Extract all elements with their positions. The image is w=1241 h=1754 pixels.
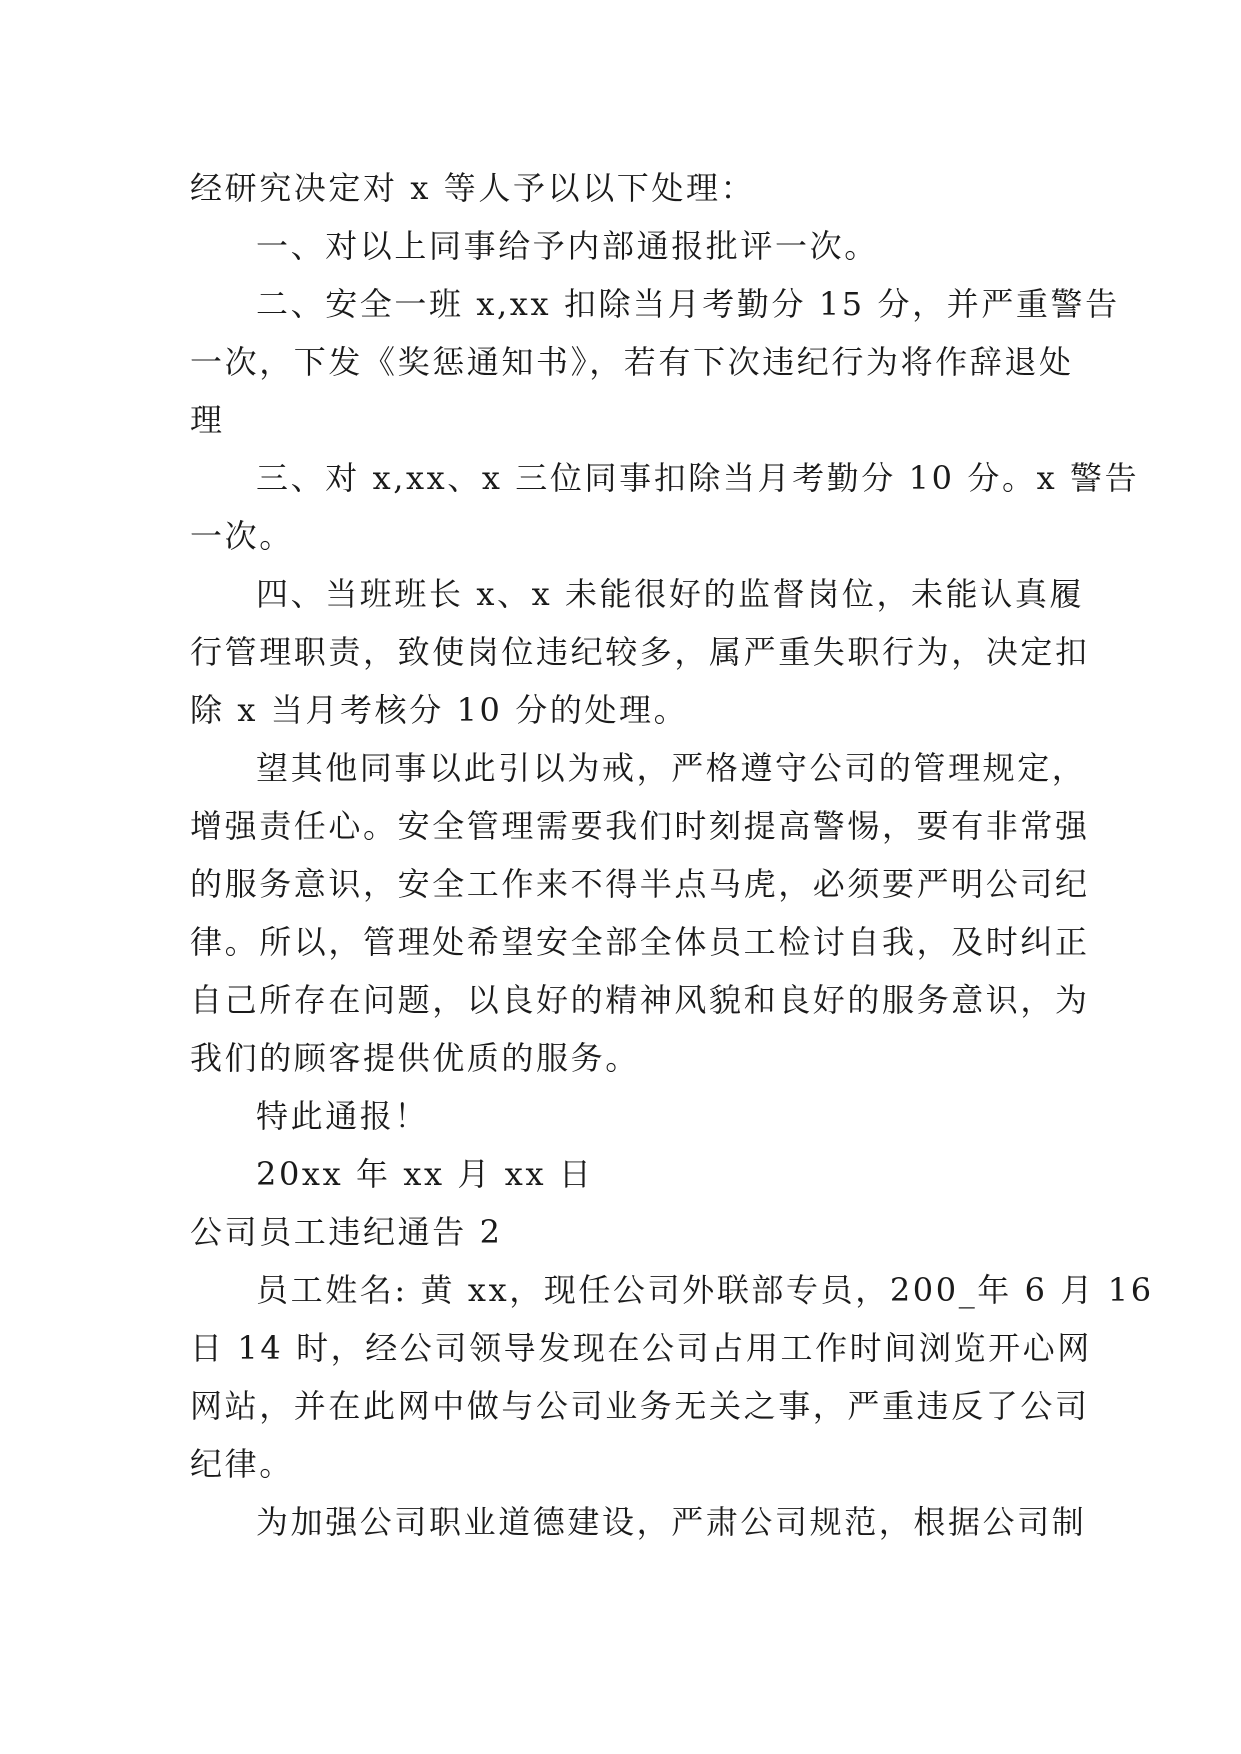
- text-line: 自己所存在问题，以良好的精神风貌和良好的服务意识，为: [190, 981, 1090, 1019]
- text-line: 三、对 x,xx、x 三位同事扣除当月考勤分 10 分。x 警告: [256, 459, 1140, 497]
- text-line: 一次，下发《奖惩通知书》，若有下次违纪行为将作辞退处: [190, 343, 1074, 381]
- text-line: 行管理职责，致使岗位违纪较多，属严重失职行为，决定扣: [190, 633, 1090, 671]
- text-line: 的服务意识，安全工作来不得半点马虎，必须要严明公司纪: [190, 865, 1090, 903]
- text-line: 除 x 当月考核分 10 分的处理。: [190, 691, 689, 729]
- text-line: 日 14 时，经公司领导发现在公司占用工作时间浏览开心网: [190, 1329, 1092, 1367]
- section-heading: 公司员工违纪通告 2: [190, 1213, 503, 1251]
- text-line: 特此通报！: [256, 1097, 430, 1135]
- text-line: 一次。: [190, 517, 294, 555]
- text-line: 望其他同事以此引以为戒，严格遵守公司的管理规定，: [256, 749, 1087, 787]
- text-line: 四、当班班长 x、x 未能很好的监督岗位，未能认真履: [256, 575, 1085, 613]
- text-line: 纪律。: [190, 1445, 294, 1483]
- text-line: 理: [190, 401, 225, 439]
- text-line: 员工姓名: 黄 xx，现任公司外联部专员，200_年 6 月 16: [256, 1271, 1154, 1309]
- text-line: 律。所以，管理处希望安全部全体员工检讨自我，及时纠正: [190, 923, 1090, 961]
- text-line: 20xx 年 xx 月 xx 日: [256, 1155, 594, 1193]
- text-line: 为加强公司职业道德建设，严肃公司规范，根据公司制: [256, 1503, 1087, 1541]
- text-line: 网站，并在此网中做与公司业务无关之事，严重违反了公司: [190, 1387, 1090, 1425]
- text-line: 一、对以上同事给予内部通报批评一次。: [256, 227, 879, 265]
- text-line: 二、安全一班 x,xx 扣除当月考勤分 15 分，并严重警告: [256, 285, 1120, 323]
- text-line: 我们的顾客提供优质的服务。: [190, 1039, 640, 1077]
- text-line: 增强责任心。安全管理需要我们时刻提高警惕，要有非常强: [190, 807, 1090, 845]
- text-line: 经研究决定对 x 等人予以以下处理：: [190, 169, 756, 207]
- document-body: [190, 159, 1154, 1551]
